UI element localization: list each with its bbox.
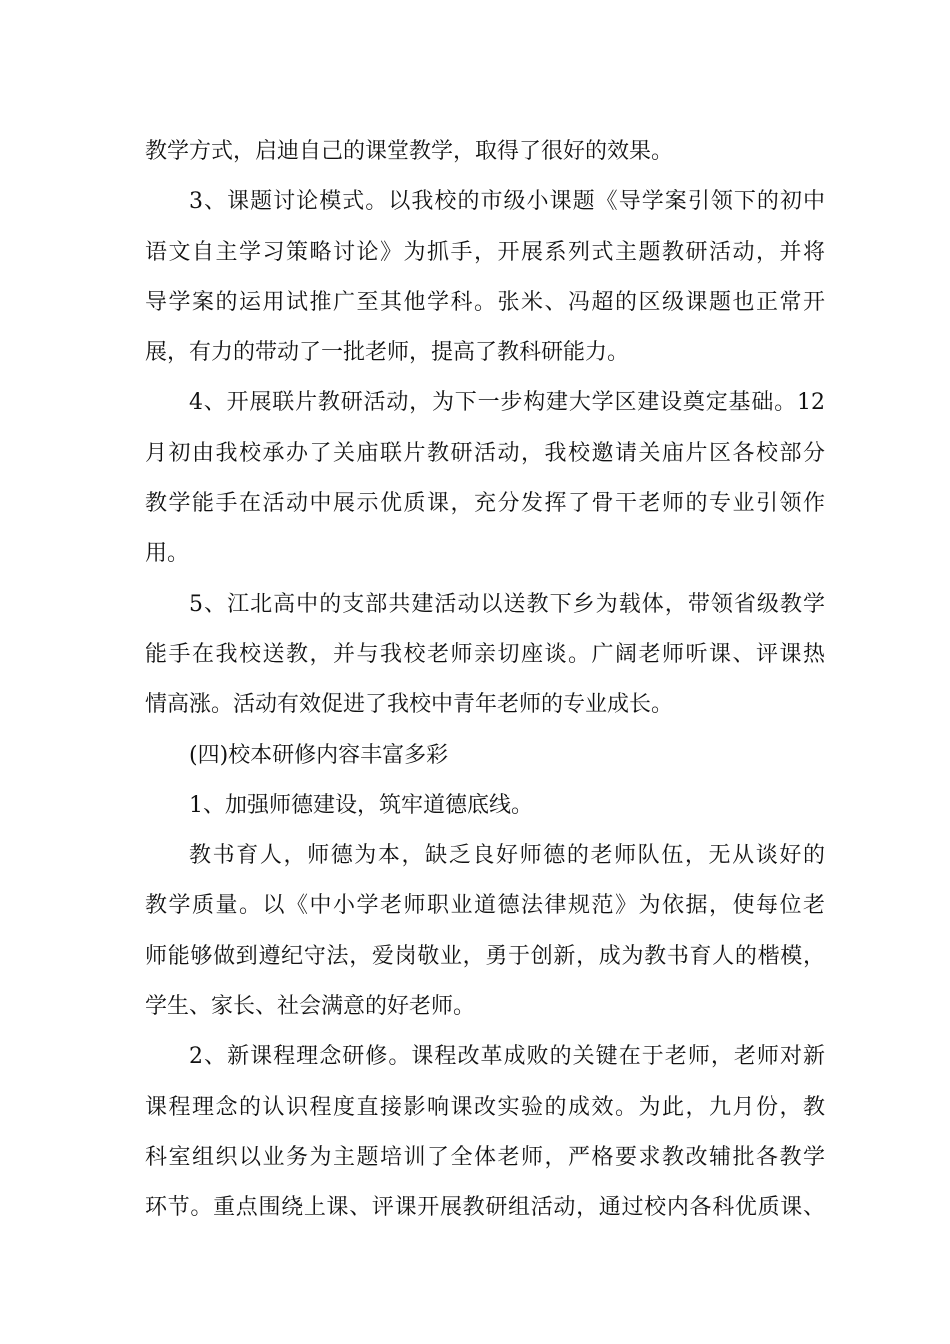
text-line: 教书育人，师德为本，缺乏良好师德的老师队伍，无从谈好的	[189, 843, 825, 869]
text-line: 展，有力的带动了一批老师，提高了教科研能力。	[145, 340, 630, 366]
body-text	[145, 130, 825, 1237]
text-line: (四)校本研修内容丰富多彩	[189, 742, 449, 768]
text-line: 月初由我校承办了关庙联片教研活动，我校邀请关庙片区各校部分	[145, 440, 825, 466]
text-line: 环节。重点围绕上课、评课开展教研组活动，通过校内各科优质课、	[145, 1195, 825, 1221]
text-line: 3、课题讨论模式。以我校的市级小课题《导学案引领下的初中	[189, 189, 825, 215]
text-line: 能手在我校送教，并与我校老师亲切座谈。广阔老师听课、评课热	[145, 641, 825, 667]
text-line: 教学能手在活动中展示优质课，充分发挥了骨干老师的专业引领作	[145, 491, 825, 517]
text-line: 4、开展联片教研活动，为下一步构建大学区建设奠定基础。12	[189, 390, 825, 416]
text-line: 课程理念的认识程度直接影响课改实验的成效。为此，九月份，教	[145, 1094, 825, 1120]
text-line: 语文自主学习策略讨论》为抓手，开展系列式主题教研活动，并将	[145, 239, 825, 265]
text-line: 1、加强师德建设，筑牢道德底线。	[189, 792, 533, 818]
text-line: 学生、家长、社会满意的好老师。	[145, 994, 476, 1020]
text-line: 5、江北高中的支部共建活动以送教下乡为载体，带领省级教学	[189, 591, 825, 617]
text-line: 用。	[145, 541, 190, 567]
text-line: 导学案的运用试推广至其他学科。张米、冯超的区级课题也正常开	[145, 289, 825, 315]
text-line: 教学质量。以《中小学老师职业道德法律规范》为依据，使每位老	[145, 893, 825, 919]
text-line: 2、新课程理念研修。课程改革成败的关键在于老师，老师对新	[189, 1044, 825, 1070]
text-line: 师能够做到遵纪守法，爱岗敬业，勇于创新，成为教书育人的楷模，	[145, 943, 825, 969]
text-line: 科室组织以业务为主题培训了全体老师，严格要求教改辅批各教学	[145, 1144, 825, 1170]
text-line: 教学方式，启迪自己的课堂教学，取得了很好的效果。	[145, 139, 674, 164]
text-line: 情高涨。活动有效促进了我校中青年老师的专业成长。	[145, 692, 674, 718]
